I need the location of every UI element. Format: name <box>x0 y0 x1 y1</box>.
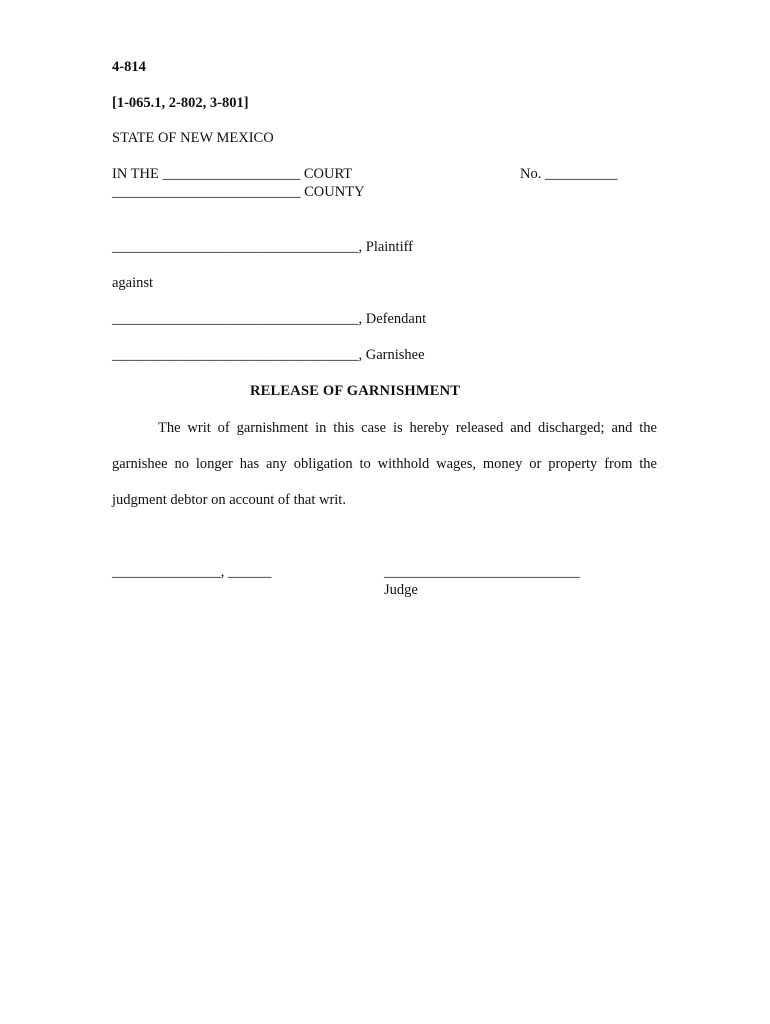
state-heading: STATE OF NEW MEXICO <box>112 130 274 146</box>
plaintiff-line: __________________________________, Plaintiff <box>112 239 414 255</box>
document-title: RELEASE OF GARNISHMENT <box>250 383 461 399</box>
judge-label: Judge <box>384 582 418 598</box>
defendant-line: __________________________________, Defendant <box>112 311 427 327</box>
judge-signature-line: ___________________________ <box>384 564 580 580</box>
form-number: 4-814 <box>112 59 146 75</box>
body-line-3: judgment debtor on account of that writ. <box>112 492 346 508</box>
case-number: No. __________ <box>520 166 618 182</box>
county-line: __________________________ COUNTY <box>112 184 365 200</box>
body-line-1: The writ of garnishment in this case is hereby released and discharged; and the <box>158 420 657 436</box>
court-line: IN THE ___________________ COURT <box>112 166 353 182</box>
garnishee-line: __________________________________, Garnishee <box>112 347 425 363</box>
body-line-2: garnishee no longer has any obligation to withhold wages, money or property from the <box>112 456 657 472</box>
form-references: [1-065.1, 2-802, 3-801] <box>112 95 249 111</box>
against-label: against <box>112 275 154 291</box>
date-signature-line: _______________, ______ <box>112 564 272 580</box>
